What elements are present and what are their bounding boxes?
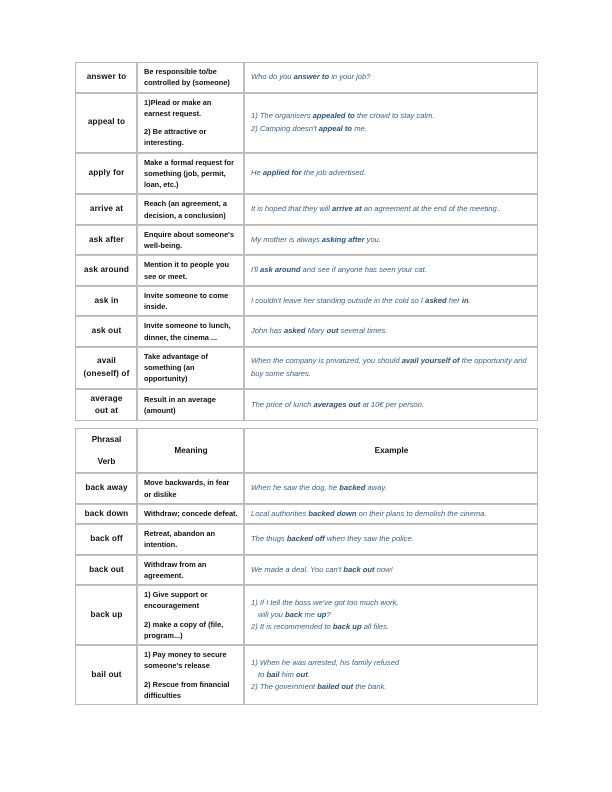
example-cell bbox=[244, 524, 538, 555]
phrasal-verb-text: ask in bbox=[94, 295, 119, 305]
phrasal-verb-cell bbox=[75, 194, 137, 225]
table-row bbox=[75, 286, 538, 317]
meaning-text: Mention it to people you see or meet. bbox=[144, 260, 229, 281]
meaning-text: 2) Rescue from financial difficulties bbox=[144, 679, 230, 700]
example-cell bbox=[244, 62, 538, 93]
example-highlight: asked bbox=[283, 326, 306, 336]
example-line: Local authorities backed down on their plans to demolish the cinema. bbox=[251, 508, 487, 518]
table-row bbox=[75, 194, 538, 225]
meaning-cell bbox=[137, 585, 244, 645]
example-cell bbox=[244, 504, 538, 524]
table-row bbox=[75, 585, 538, 645]
phrasal-verb-text: back off bbox=[90, 534, 123, 544]
meaning-text: 2) make a copy of (file, program...) bbox=[144, 619, 224, 640]
table-row bbox=[75, 504, 538, 524]
meaning-text: Result in an average (amount) bbox=[144, 394, 216, 415]
meaning-text: Be responsible to/be controlled by (someone) bbox=[144, 67, 230, 88]
example-cell bbox=[244, 473, 538, 504]
meaning-text: Reach (an agreement, a decision, a conclusion) bbox=[144, 199, 227, 220]
example-highlight: up bbox=[317, 609, 327, 619]
example-line: It is hoped that they will arrive at an agreement at the end of the meeting.. bbox=[251, 204, 501, 214]
meaning-cell bbox=[137, 255, 244, 286]
example-cell bbox=[244, 316, 538, 347]
example-cell bbox=[244, 93, 538, 153]
example-highlight: asking after bbox=[321, 234, 365, 244]
meaning-cell bbox=[137, 389, 244, 422]
line-gap bbox=[144, 119, 238, 126]
example-highlight: answer to bbox=[293, 72, 330, 82]
example-highlight: avail yourself of bbox=[401, 356, 460, 366]
line-gap bbox=[144, 612, 238, 619]
meaning-text: 1) Give support or encouragement bbox=[144, 590, 208, 611]
example-line: He applied for the job advertised. bbox=[251, 168, 366, 178]
table-a-body bbox=[75, 62, 538, 421]
example-cell bbox=[244, 645, 538, 705]
phrasal-verb-cell bbox=[75, 225, 137, 256]
line-gap bbox=[144, 672, 238, 679]
table-row bbox=[75, 347, 538, 389]
meaning-cell bbox=[137, 93, 244, 153]
meaning-cell bbox=[137, 153, 244, 195]
phrasal-verb-text: back away bbox=[85, 483, 128, 493]
example-highlight: back bbox=[285, 609, 303, 619]
phrasal-verb-text: ask out bbox=[91, 326, 122, 336]
phrasal-verb-text: out at bbox=[94, 405, 119, 415]
line-gap bbox=[82, 447, 131, 454]
meaning-cell bbox=[137, 194, 244, 225]
example-highlight: back up bbox=[332, 622, 362, 632]
meaning-text: Take advantage of something (an opportunity) bbox=[144, 351, 208, 384]
phrasal-verb-text: ask around bbox=[83, 265, 130, 275]
phrasal-verb-cell bbox=[75, 524, 137, 555]
table-b-body bbox=[75, 428, 538, 705]
phrasal-verb-cell bbox=[75, 585, 137, 645]
table-row bbox=[75, 473, 538, 504]
phrasal-verb-text: back down bbox=[84, 508, 129, 518]
example-highlight: applied for bbox=[262, 168, 302, 178]
example-highlight: asked bbox=[425, 295, 447, 305]
phrasal-verb-text: ask after bbox=[88, 234, 125, 244]
example-highlight: arrive at bbox=[332, 204, 362, 214]
table-header-row bbox=[75, 428, 538, 473]
phrasal-verb-table-a bbox=[75, 62, 538, 421]
example-highlight: appeal to bbox=[318, 123, 353, 133]
phrasal-verb-text: bail out bbox=[91, 669, 122, 679]
phrasal-verb-cell bbox=[75, 153, 137, 195]
phrasal-verb-cell bbox=[75, 347, 137, 389]
example-line: The price of lunch averages out at 10€ per person. bbox=[251, 399, 425, 409]
phrasal-verb-cell bbox=[75, 62, 137, 93]
example-line: 2) It is recommended to back up all files. bbox=[251, 622, 390, 632]
example-highlight: averages out bbox=[313, 399, 361, 409]
text-line: Phrasal bbox=[91, 435, 122, 444]
meaning-text: 2) Be attractive or interesting. bbox=[144, 127, 207, 148]
phrasal-verb-text: arrive at bbox=[89, 204, 124, 214]
example-line: 2) Camping doesn't appeal to me. bbox=[251, 123, 367, 133]
example-line: 1) The organisers appealed to the crowd to stay calm. bbox=[251, 111, 435, 121]
column-header-phrasal-verb bbox=[75, 428, 137, 473]
example-highlight: bail bbox=[266, 669, 280, 679]
table-row bbox=[75, 225, 538, 256]
meaning-text: Move backwards, in fear or dislike bbox=[144, 478, 230, 499]
meaning-text: Invite someone to come inside. bbox=[144, 290, 229, 311]
table-row bbox=[75, 93, 538, 153]
phrasal-verb-table-b bbox=[75, 428, 538, 705]
example-line: Who do you answer to in your job? bbox=[251, 72, 371, 82]
example-highlight: appealed to bbox=[312, 111, 355, 121]
example-line: I couldn't leave her standing outside in the cold so I asked her in. bbox=[251, 295, 471, 305]
meaning-text: Withdraw; concede defeat. bbox=[144, 509, 238, 519]
meaning-cell bbox=[137, 286, 244, 317]
example-highlight: backed off bbox=[286, 534, 325, 544]
example-cell bbox=[244, 585, 538, 645]
table-row bbox=[75, 255, 538, 286]
meaning-text: Make a formal request for something (job, permit, loan, etc.) bbox=[144, 157, 234, 189]
meaning-cell bbox=[137, 504, 244, 524]
example-highlight: out bbox=[326, 326, 339, 336]
column-header-meaning: Meaning bbox=[137, 428, 244, 473]
phrasal-verb-cell bbox=[75, 504, 137, 524]
table-row bbox=[75, 62, 538, 93]
example-line: 1) If I tell the boss we've got too much work, bbox=[251, 597, 399, 607]
example-cell bbox=[244, 555, 538, 586]
phrasal-verb-cell bbox=[75, 555, 137, 586]
phrasal-verb-text: average bbox=[90, 393, 123, 403]
meaning-cell bbox=[137, 645, 244, 705]
meaning-text: Withdraw from an agreement. bbox=[144, 559, 207, 580]
table-row bbox=[75, 524, 538, 555]
example-cell bbox=[244, 194, 538, 225]
example-highlight: ask around bbox=[260, 265, 301, 275]
example-line: 1) When he was arrested, his family refused bbox=[251, 657, 400, 667]
phrasal-verb-cell bbox=[75, 389, 137, 422]
meaning-cell bbox=[137, 225, 244, 256]
example-highlight: out bbox=[296, 669, 308, 679]
phrasal-verb-text: appeal to bbox=[87, 117, 126, 127]
example-line: 2) The government bailed out the bank. bbox=[251, 682, 387, 692]
meaning-cell bbox=[137, 524, 244, 555]
example-line: to bail him out. bbox=[258, 669, 310, 679]
example-cell bbox=[244, 347, 538, 389]
example-line: I'll ask around and see if anyone has seen your cat. bbox=[251, 265, 427, 275]
meaning-text: Invite someone to lunch, dinner, the cinema ... bbox=[144, 321, 231, 342]
phrasal-verb-text: apply for bbox=[88, 168, 125, 178]
table-row bbox=[75, 316, 538, 347]
meaning-text: 1)Plead or make an earnest request. bbox=[144, 97, 212, 118]
example-highlight: back out bbox=[343, 564, 375, 574]
table-row bbox=[75, 153, 538, 195]
phrasal-verb-text: back out bbox=[89, 564, 124, 574]
meaning-text: Retreat, abandon an intention. bbox=[144, 529, 216, 550]
meaning-cell bbox=[137, 62, 244, 93]
table-row bbox=[75, 645, 538, 705]
example-highlight: backed down bbox=[308, 508, 357, 518]
phrasal-verb-text: (oneself) of bbox=[83, 368, 130, 378]
meaning-text: 1) Pay money to secure someone's release bbox=[144, 650, 227, 671]
example-line: John has asked Mary out several times. bbox=[251, 326, 388, 336]
example-highlight: in bbox=[461, 295, 469, 305]
example-cell bbox=[244, 153, 538, 195]
meaning-cell bbox=[137, 473, 244, 504]
meaning-cell bbox=[137, 555, 244, 586]
example-line: My mother is always asking after you. bbox=[251, 234, 382, 244]
phrasal-verb-text: answer to bbox=[86, 72, 127, 82]
phrasal-verb-cell bbox=[75, 286, 137, 317]
example-highlight: bailed out bbox=[317, 682, 354, 692]
example-line: The thugs backed off when they saw the police. bbox=[251, 534, 414, 544]
example-line: When he saw the dog, he backed away. bbox=[251, 483, 387, 493]
table-row bbox=[75, 389, 538, 422]
example-cell bbox=[244, 286, 538, 317]
meaning-cell bbox=[137, 347, 244, 389]
example-cell bbox=[244, 225, 538, 256]
example-cell bbox=[244, 255, 538, 286]
phrasal-verb-text: avail bbox=[97, 356, 116, 366]
meaning-text: Enquire about someone's well-being. bbox=[144, 229, 235, 250]
table-row bbox=[75, 555, 538, 586]
phrasal-verb-cell bbox=[75, 93, 137, 153]
column-header-example: Example bbox=[244, 428, 538, 473]
meaning-cell bbox=[137, 316, 244, 347]
phrasal-verb-cell bbox=[75, 255, 137, 286]
phrasal-verb-text: back up bbox=[90, 609, 123, 619]
example-highlight: backed bbox=[339, 483, 366, 493]
example-line: will you back me up? bbox=[258, 609, 331, 619]
example-line: We made a deal. You can't back out now! bbox=[251, 564, 393, 574]
example-cell bbox=[244, 389, 538, 422]
phrasal-verb-cell bbox=[75, 645, 137, 705]
example-line: When the company is privatized, you should avail yourself of the opportunity and buy some shares. bbox=[251, 356, 527, 378]
text-line: Verb bbox=[97, 457, 116, 467]
phrasal-verb-cell bbox=[75, 316, 137, 347]
phrasal-verb-cell bbox=[75, 473, 137, 504]
